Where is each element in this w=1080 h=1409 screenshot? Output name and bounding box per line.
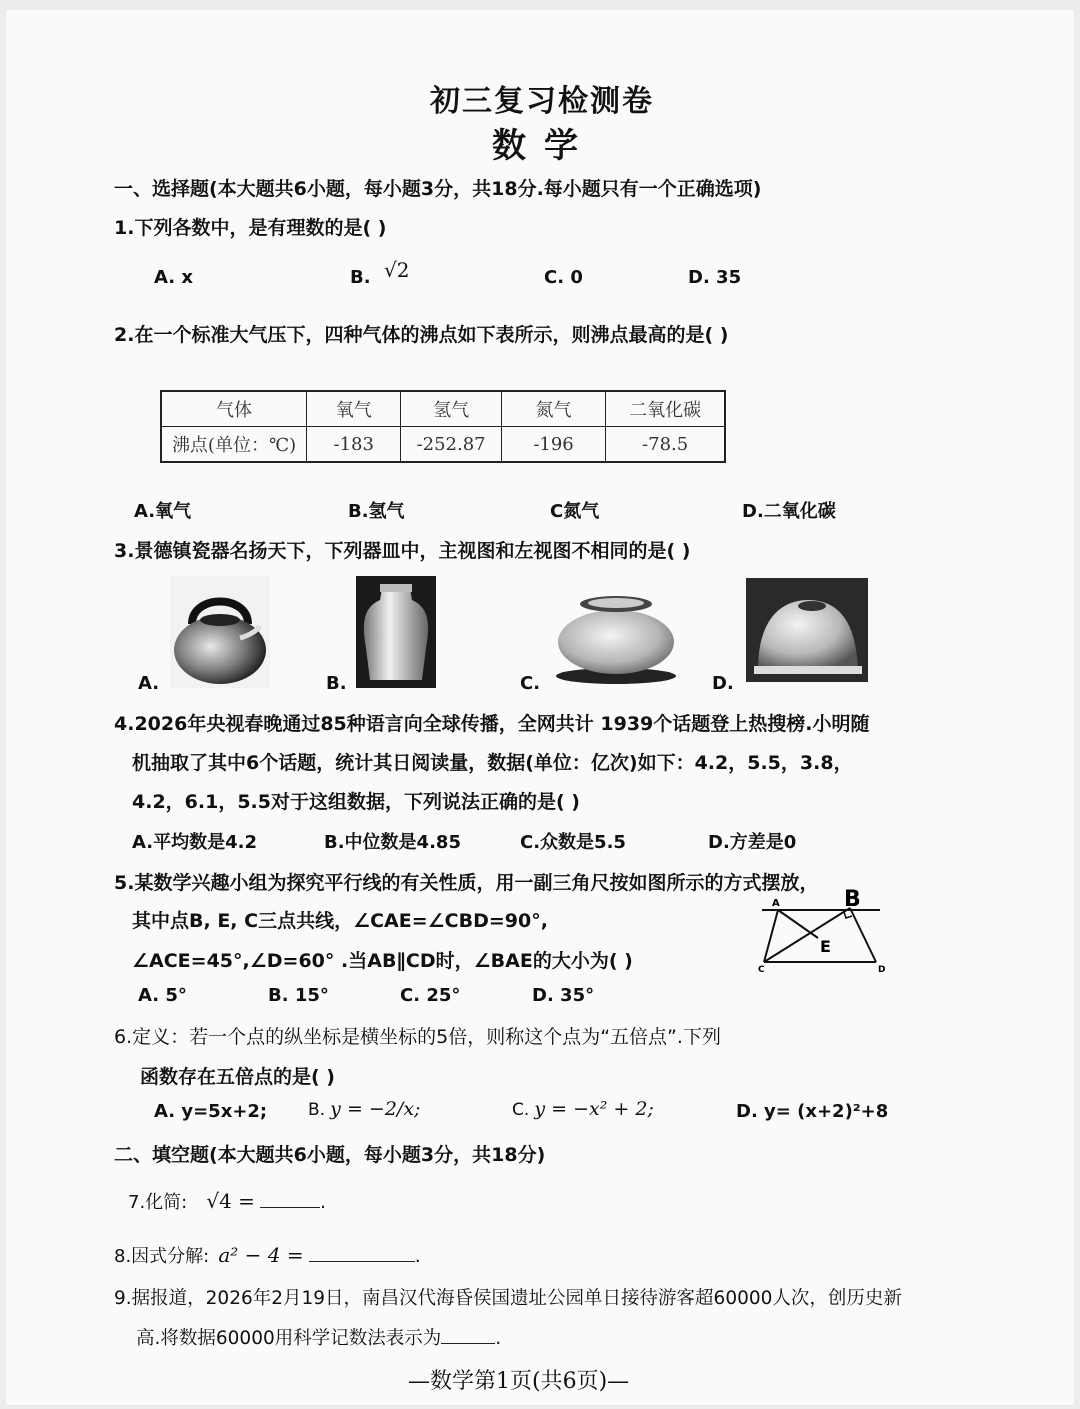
q8-math: a² − 4 = (218, 1243, 304, 1267)
table-cell: 二氧化碳 (606, 391, 725, 427)
q9-answer-blank[interactable] (441, 1325, 495, 1344)
table-cell: -196 (501, 427, 605, 463)
q7-label: 7.化简: (128, 1192, 188, 1213)
q1-option-c: C. 0 (544, 267, 583, 288)
q3-stem: 3.景德镇瓷器名扬天下，下列器皿中，主视图和左视图不相同的是( ) (114, 540, 691, 562)
section-2-heading: 二、填空题(本大题共6小题，每小题3分，共18分) (114, 1144, 546, 1166)
q7-answer-blank[interactable] (260, 1189, 320, 1208)
q4-line-1: 4.2026年央视春晚通过85种语言向全球传播，全网共计 1939个话题登上热搜榜.小明随 (114, 713, 870, 735)
q3-label-b: B. (326, 673, 347, 694)
q4-line-3: 4.2，6.1，5.5对于这组数据，下列说法正确的是( ) (132, 791, 580, 813)
q6-option-b-label: B. (308, 1100, 326, 1120)
table-cell: 氧气 (307, 391, 401, 427)
q2-option-d: D.二氧化碳 (742, 501, 836, 522)
q6-option-b (308, 1098, 420, 1120)
q7-line (128, 1188, 326, 1214)
exam-page (6, 10, 1074, 1405)
triangle-figure (758, 886, 888, 972)
q4-line-2: 机抽取了其中6个话题，统计其日阅读量，数据(单位：亿次)如下：4.2，5.5，3.8， (132, 752, 853, 774)
q8-period: . (414, 1245, 421, 1267)
q2-option-c: C氮气 (550, 501, 600, 522)
q1-option-d: D. 35 (688, 267, 742, 288)
table-cell: -252.87 (401, 427, 501, 463)
q2-option-b: B.氢气 (348, 501, 405, 522)
q5-line-1: 5.某数学兴趣小组为探究平行线的有关性质，用一副三角尺按如图所示的方式摆放， (114, 872, 819, 894)
point-d-label: D (878, 965, 886, 972)
table-cell: 氮气 (501, 391, 605, 427)
q6-option-a: A. y=5x+2; (154, 1101, 268, 1122)
q1-option-b-label: B. (350, 267, 371, 288)
table-row (161, 427, 725, 463)
page-footer: —数学第1页(共6页)— (408, 1369, 630, 1394)
point-b-label: B (844, 887, 861, 912)
q6-option-c-math: y = −x² + 2; (534, 1098, 654, 1120)
table-cell: 氢气 (401, 391, 501, 427)
q6-option-c (512, 1098, 654, 1120)
q8-answer-blank[interactable] (309, 1243, 415, 1262)
q5-line-3: ∠ACE=45°,∠D=60° .当AB∥CD时，∠BAE的大小为( ) (132, 950, 633, 972)
q9-period: . (495, 1327, 502, 1349)
q9-line-1: 9.据报道，2026年2月19日，南昌汉代海昏侯国遗址公园单日接待游客超60000人次，创历史新 (114, 1288, 902, 1309)
q6-option-b-math: y = −2/x; (330, 1098, 421, 1120)
q5-option-b: B. 15° (268, 985, 329, 1006)
q7-period: . (320, 1191, 327, 1213)
q2-stem: 2.在一个标准大气压下，四种气体的沸点如下表所示，则沸点最高的是( ) (114, 324, 729, 346)
jar-image (552, 586, 680, 688)
q1-option-a: A. x (154, 267, 193, 288)
q4-option-a: A.平均数是4.2 (132, 832, 257, 853)
q4-option-d: D.方差是0 (708, 832, 797, 853)
table-cell: 沸点(单位：℃) (161, 427, 307, 463)
vase-image (356, 576, 436, 688)
q6-option-c-label: C. (512, 1100, 530, 1120)
table-row (161, 391, 725, 427)
table-cell: -78.5 (606, 427, 725, 463)
q8-label: 8.因式分解: (114, 1246, 210, 1267)
point-e-label: E (820, 937, 831, 956)
q3-label-d: D. (712, 673, 734, 694)
section-1-heading: 一、选择题(本大题共6小题，每小题3分，共18分.每小题只有一个正确选项) (114, 178, 762, 200)
q9-line-2-text: 高.将数据60000用科学记数法表示为 (136, 1328, 442, 1349)
point-c-label: C (758, 965, 765, 972)
q6-line-2: 函数存在五倍点的是( ) (140, 1066, 335, 1088)
bowl-image (746, 578, 868, 682)
q4-option-c: C.众数是5.5 (520, 832, 626, 853)
exam-title: 初三复习检测卷 (430, 84, 654, 119)
table-cell: -183 (307, 427, 401, 463)
q4-option-b: B.中位数是4.85 (324, 832, 461, 853)
table-cell: 气体 (161, 391, 307, 427)
q3-label-c: C. (520, 673, 541, 694)
q5-line-2: 其中点B, E, C三点共线，∠CAE=∠CBD=90°, (132, 910, 548, 932)
q5-option-a: A. 5° (138, 985, 187, 1006)
q5-option-c: C. 25° (400, 985, 461, 1006)
subject-title: 数学 (492, 126, 596, 166)
q2-option-a: A.氧气 (134, 501, 192, 522)
q9-line-2 (136, 1324, 501, 1350)
q5-option-d: D. 35° (532, 985, 595, 1006)
q1-option-b-math: √2 (384, 258, 410, 282)
point-a-label: A (772, 898, 780, 909)
boiling-point-table (160, 390, 726, 463)
q7-math: √4 = (206, 1189, 255, 1213)
q8-line (114, 1242, 421, 1268)
q6-option-d: D. y= (x+2)²+8 (736, 1101, 889, 1122)
q6-line-1: 6.定义：若一个点的纵坐标是横坐标的5倍，则称这个点为“五倍点”.下列 (114, 1026, 721, 1048)
q1-stem: 1.下列各数中，是有理数的是( ) (114, 217, 387, 239)
q3-label-a: A. (138, 673, 160, 694)
teapot-image (170, 576, 270, 688)
